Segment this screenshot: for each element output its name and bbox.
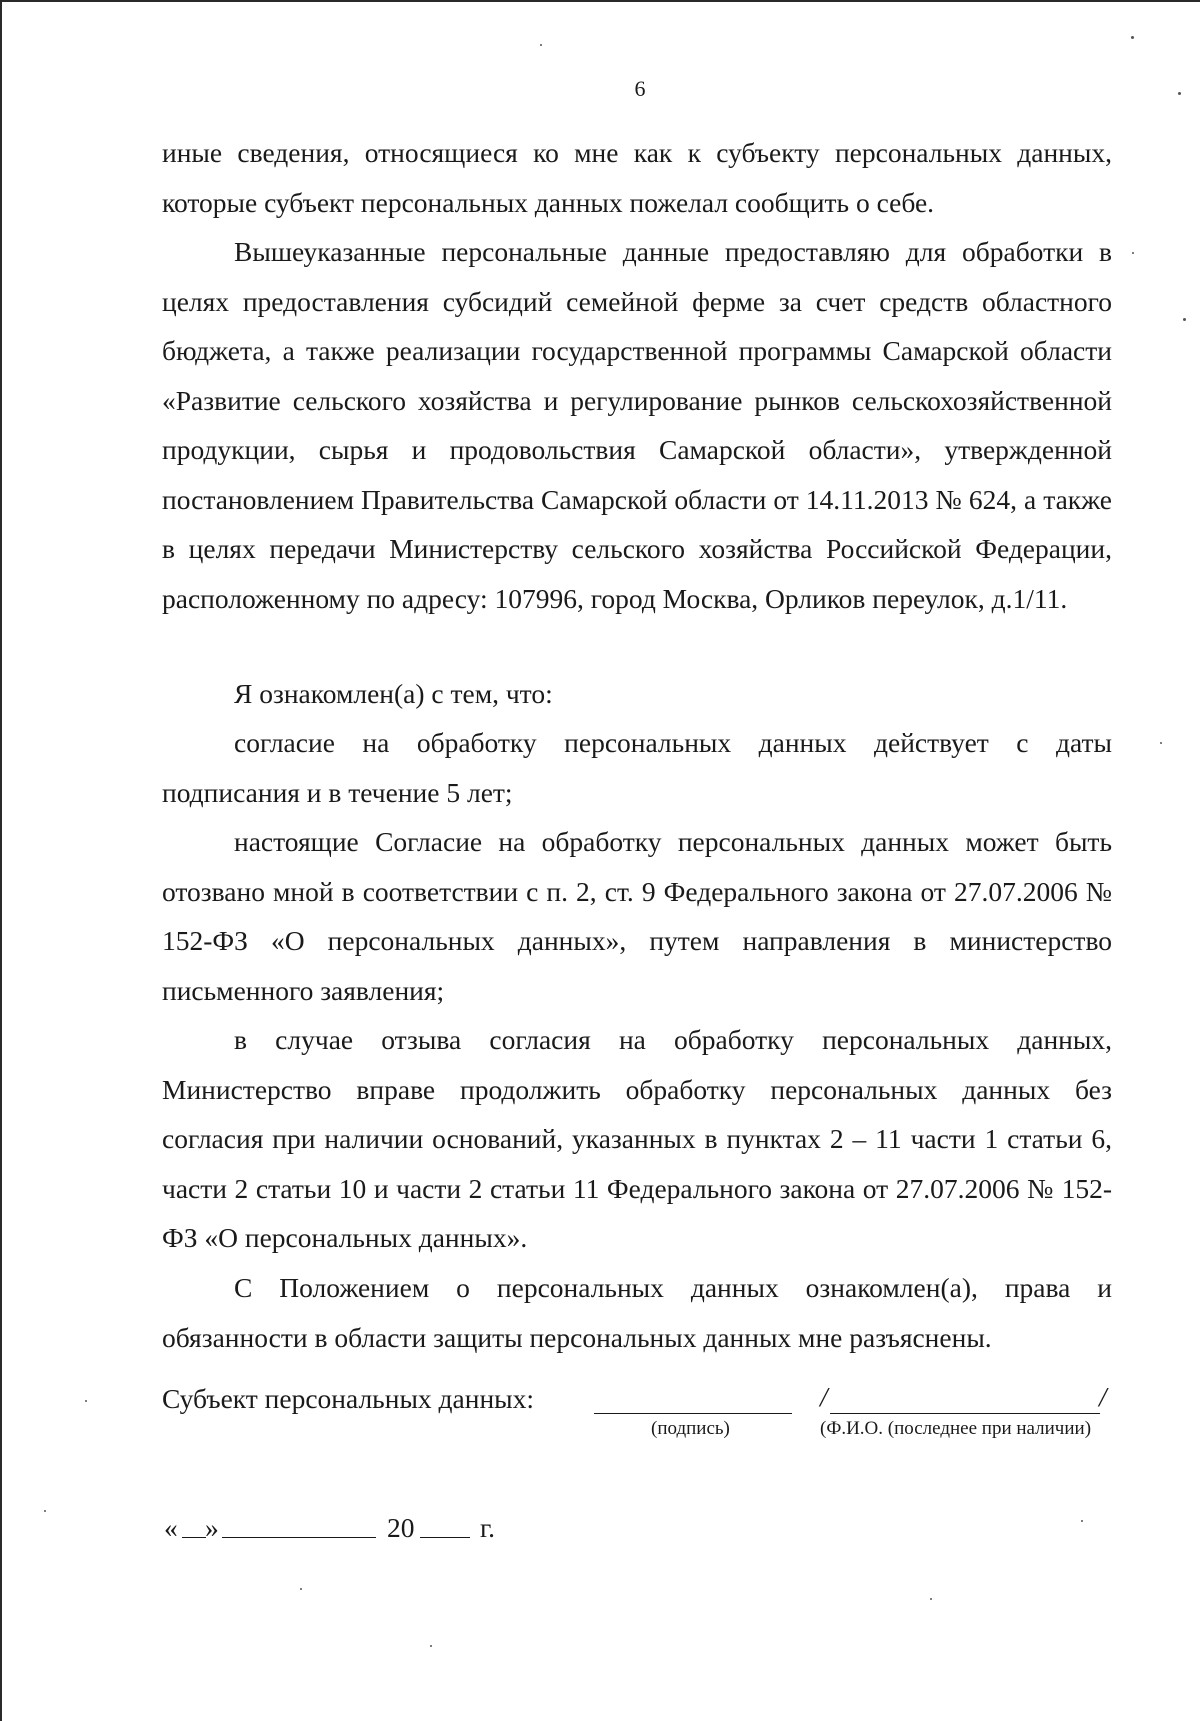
- date-year-suffix: г.: [480, 1512, 496, 1543]
- paragraph-regulations: С Положением о персональных данных ознакомлен(а), права и обязанности в области защиты персональных данных мне разъяснены.: [162, 1272, 1112, 1353]
- scan-speck: [930, 1598, 932, 1600]
- date-year-prefix: 20: [387, 1512, 415, 1543]
- scan-speck: [1178, 92, 1181, 95]
- scan-edge-top: [0, 0, 1200, 2]
- date-month-line: [222, 1515, 376, 1538]
- date-close-quote: »: [205, 1512, 219, 1543]
- name-caption: (Ф.И.О. (последнее при наличии): [820, 1418, 1092, 1439]
- scan-speck: [1183, 318, 1186, 321]
- scan-speck: [300, 1588, 302, 1590]
- paragraph-withdrawal: настоящие Согласие на обработку персональных данных может быть отозвано мной в соответствии с п. 2, ст. 9 Федерального закона от 27.07.2006 № 152-ФЗ «О персональных данных», путем направления в министерство письменного заявления;: [162, 826, 1112, 1006]
- paragraph-withdrawal-consequences: в случае отзыва согласия на обработку персональных данных, Министерство вправе продолжить обработку персональных данных без согласия при наличии оснований, указанных в пунктах 2 – 11 части 1 статьи 6, части 2 статьи 10 и части 2 статьи 11 Федерального закона от 27.07.2006 № 152-ФЗ «О персональных данных».: [162, 1024, 1112, 1253]
- name-slash-right: /: [1099, 1381, 1107, 1412]
- scan-speck: [540, 44, 542, 46]
- scan-speck: [85, 1400, 87, 1402]
- scan-speck: [1160, 742, 1162, 744]
- scan-speck: [44, 1510, 46, 1512]
- name-slash-left: /: [820, 1381, 828, 1412]
- paragraph-purpose: Вышеуказанные персональные данные предоставляю для обработки в целях предоставления субсидий семейной ферме за счет средств областного бюджета, а также реализации государственной программы Самарской области «Развитие сельского хозяйства и регулирование рынков сельскохозяйственной продукции, сырья и продовольствия Самарской области», утвержденной постановлением Правительства Самарской области от 14.11.2013 № 624, а также в целях передачи Министерству сельского хозяйства Российской Федерации, расположенному по адресу: 107996, город Москва, Орликов переулок, д.1/11.: [162, 236, 1112, 614]
- name-line: [830, 1389, 1100, 1414]
- date-open-quote: «: [164, 1512, 178, 1543]
- signature-label: Субъект персональных данных:: [162, 1383, 535, 1414]
- date-day-line: [182, 1515, 206, 1538]
- paragraph-other-info: иные сведения, относящиеся ко мне как к субъекту персональных данных, которые субъект персональных данных пожелал сообщить о себе.: [162, 137, 1112, 218]
- page-number: 6: [634, 76, 646, 101]
- paragraph-acknowledged: Я ознакомлен(а) с тем, что:: [234, 678, 553, 709]
- scan-edge-left: [0, 0, 2, 1721]
- date-year-line: [420, 1515, 470, 1538]
- signature-line: [594, 1389, 792, 1414]
- scan-speck: [1081, 1520, 1083, 1522]
- scan-speck: [1132, 252, 1134, 254]
- signature-caption: (подпись): [651, 1418, 730, 1439]
- paragraph-validity: согласие на обработку персональных данных действует с даты подписания и в течение 5 лет;: [162, 727, 1112, 808]
- scan-speck: [1131, 36, 1134, 39]
- scan-speck: [430, 1645, 432, 1647]
